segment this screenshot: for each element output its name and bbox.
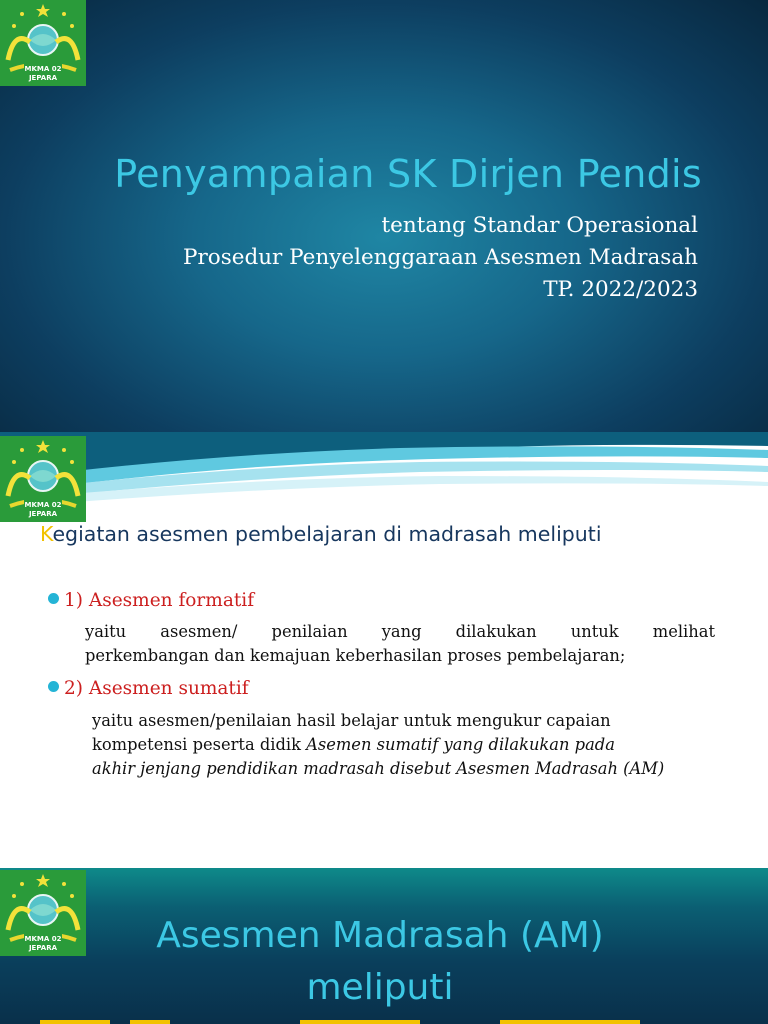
logo-text-line2: JEPARA bbox=[28, 944, 58, 952]
bullet-dot-icon bbox=[48, 593, 59, 604]
desc-line: perkembangan dan kemajuan keberhasilan proses pembelajaran; bbox=[85, 646, 626, 665]
desc-line: yaitu asesmen/penilaian hasil belajar untuk mengukur capaian bbox=[92, 711, 611, 730]
title-line: Asesmen Madrasah (AM) bbox=[156, 915, 604, 956]
bullet-label: 2) Asesmen sumatif bbox=[64, 678, 249, 699]
logo-text-line1: MKMA 02 bbox=[24, 935, 62, 943]
cropped-text-fragment bbox=[0, 1014, 768, 1024]
desc-line bbox=[92, 733, 722, 757]
heading-first-letter: K bbox=[40, 522, 53, 546]
slide3-title bbox=[90, 910, 670, 1014]
desc-text: kompetensi peserta didik bbox=[92, 735, 307, 754]
subtitle-line: tentang Standar Operasional bbox=[381, 213, 698, 238]
madrasah-logo bbox=[0, 436, 86, 526]
title-line: meliputi bbox=[306, 967, 454, 1008]
logo-text-line1: MKMA 02 bbox=[24, 501, 62, 509]
bullet-label: 1) Asesmen formatif bbox=[64, 590, 255, 611]
logo-text-line2: JEPARA bbox=[28, 74, 58, 82]
subtitle-line: Prosedur Penyelenggaraan Asesmen Madrasah bbox=[183, 245, 698, 270]
madrasah-logo bbox=[0, 870, 86, 960]
desc-italic-text: Asemen sumatif yang dilakukan pada bbox=[306, 735, 615, 754]
slide-kegiatan-asesmen bbox=[0, 432, 768, 868]
bullet-asesmen-sumatif bbox=[48, 678, 249, 699]
logo-text-line1: MKMA 02 bbox=[24, 65, 62, 73]
slide1-title: Penyampaian SK Dirjen Pendis bbox=[114, 152, 702, 196]
logo-text-line2: JEPARA bbox=[28, 510, 58, 518]
madrasah-logo bbox=[0, 0, 86, 90]
heading-rest: egiatan asesmen pembelajaran di madrasah meliputi bbox=[52, 522, 602, 546]
slide-asesmen-madrasah bbox=[0, 868, 768, 1024]
wave-decoration bbox=[0, 432, 768, 512]
desc-line: akhir jenjang pendidikan madrasah disebut Asesmen Madrasah (AM) bbox=[92, 759, 665, 778]
formatif-description bbox=[85, 620, 715, 668]
sumatif-description bbox=[92, 709, 722, 781]
bullet-dot-icon bbox=[48, 681, 59, 692]
slide-title bbox=[0, 0, 768, 432]
subtitle-line: TP. 2022/2023 bbox=[543, 277, 698, 302]
desc-line: yaitu asesmen/ penilaian yang dilakukan untuk melihat bbox=[85, 622, 715, 641]
bullet-asesmen-formatif bbox=[48, 590, 254, 611]
slide1-subtitle bbox=[183, 210, 698, 306]
slide2-heading bbox=[40, 522, 602, 546]
